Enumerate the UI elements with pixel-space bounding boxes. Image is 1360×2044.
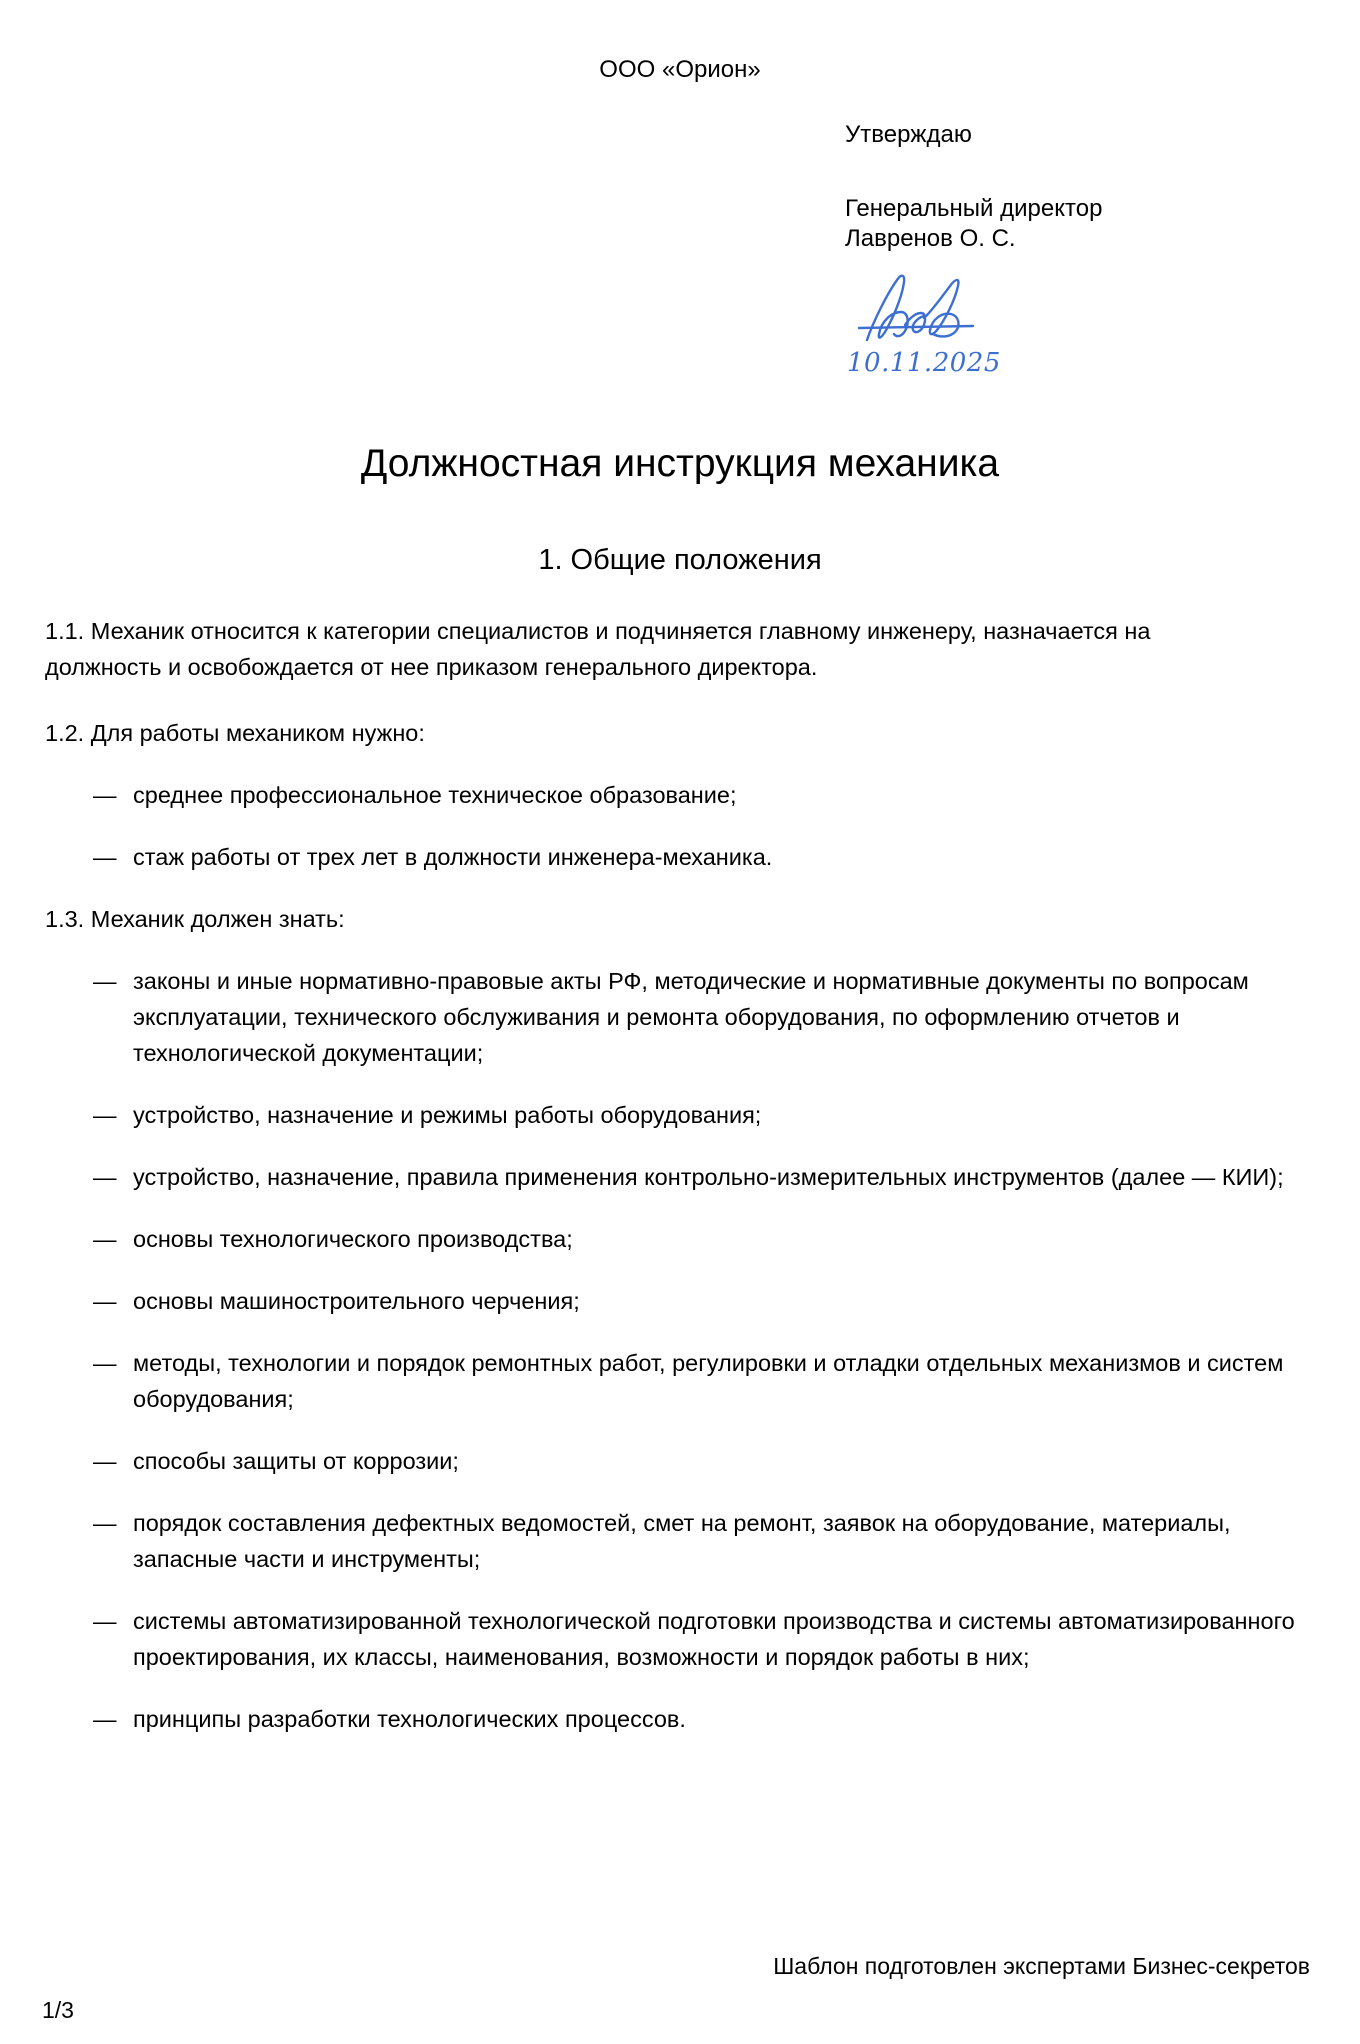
list-item-text: системы автоматизированной технологической подготовки производства и системы автоматизированного проектирования, их классы, наименования, возможности и порядок работы в них;	[133, 1608, 1295, 1670]
list-item-text: стаж работы от трех лет в должности инженера-механика.	[133, 844, 773, 870]
document-body	[45, 613, 1310, 1763]
list-item	[45, 777, 1310, 813]
bullet-dash-icon: —	[93, 1448, 117, 1474]
approver-role: Генеральный директор	[845, 195, 1103, 222]
clause-paragraph: 1.2. Для работы механиком нужно:	[45, 720, 425, 746]
list-item-text: устройство, назначение, правила применения контрольно-измерительных инструментов (далее — КИИ);	[133, 1164, 1284, 1190]
bullet-dash-icon: —	[93, 968, 117, 994]
bullet-dash-icon: —	[93, 1608, 117, 1634]
list-item	[45, 1603, 1310, 1675]
list-item	[45, 839, 1310, 875]
list-item	[45, 1097, 1310, 1133]
bullet-dash-icon: —	[93, 782, 117, 808]
list-item	[45, 1283, 1310, 1319]
bullet-dash-icon: —	[93, 1510, 117, 1536]
clause-paragraph: 1.1. Механик относится к категории специалистов и подчиняется главному инженеру, назначается на должность и освобождается от нее приказом генерального директора.	[45, 618, 1151, 680]
bullet-dash-icon: —	[93, 1226, 117, 1252]
list-item-text: основы технологического производства;	[133, 1226, 573, 1252]
list-item-text: устройство, назначение и режимы работы оборудования;	[133, 1102, 762, 1128]
list-item	[45, 1221, 1310, 1257]
bullet-dash-icon: —	[93, 1706, 117, 1732]
approval-word: Утверждаю	[845, 121, 972, 148]
list-item-text: принципы разработки технологических процессов.	[133, 1706, 686, 1732]
bullet-dash-icon: —	[93, 1288, 117, 1314]
list-item	[45, 1345, 1310, 1417]
signature-block	[845, 268, 1145, 378]
signature-date: 10.11.2025	[847, 348, 1001, 378]
approval-block	[845, 120, 1305, 254]
list-item	[45, 1159, 1310, 1195]
handwritten-signature-icon	[845, 268, 1085, 346]
clause-paragraph: 1.3. Механик должен знать:	[45, 906, 345, 932]
page-number: 1/3	[42, 1997, 74, 2023]
list-item-text: основы машиностроительного черчения;	[133, 1288, 580, 1314]
list-item	[45, 1505, 1310, 1577]
organization-name: ООО «Орион»	[599, 56, 761, 83]
list-item-text: методы, технологии и порядок ремонтных работ, регулировки и отладки отдельных механизмов и систем оборудования;	[133, 1350, 1284, 1412]
bullet-dash-icon: —	[93, 1350, 117, 1376]
list-item-text: законы и иные нормативно-правовые акты РФ, методические и нормативные документы по вопросам эксплуатации, технического обслуживания и ремонта оборудования, по оформлению отчетов и технологической документации;	[133, 968, 1249, 1066]
footer-note: Шаблон подготовлен экспертами Бизнес-секретов	[773, 1953, 1310, 1979]
list-item-text: порядок составления дефектных ведомостей, смет на ремонт, заявок на оборудование, материалы, запасные части и инструменты;	[133, 1510, 1231, 1572]
list-item-text: среднее профессиональное техническое образование;	[133, 782, 737, 808]
list-item	[45, 1701, 1310, 1737]
page-title: Должностная инструкция механика	[360, 442, 1000, 485]
section-title: 1. Общие положения	[538, 544, 822, 576]
list-item	[45, 1443, 1310, 1479]
bullet-dash-icon: —	[93, 1102, 117, 1128]
bullet-dash-icon: —	[93, 1164, 117, 1190]
list-item	[45, 963, 1310, 1071]
list-item-text: способы защиты от коррозии;	[133, 1448, 459, 1474]
approver-name: Лавренов О. С.	[845, 225, 1016, 252]
bullet-dash-icon: —	[93, 844, 117, 870]
